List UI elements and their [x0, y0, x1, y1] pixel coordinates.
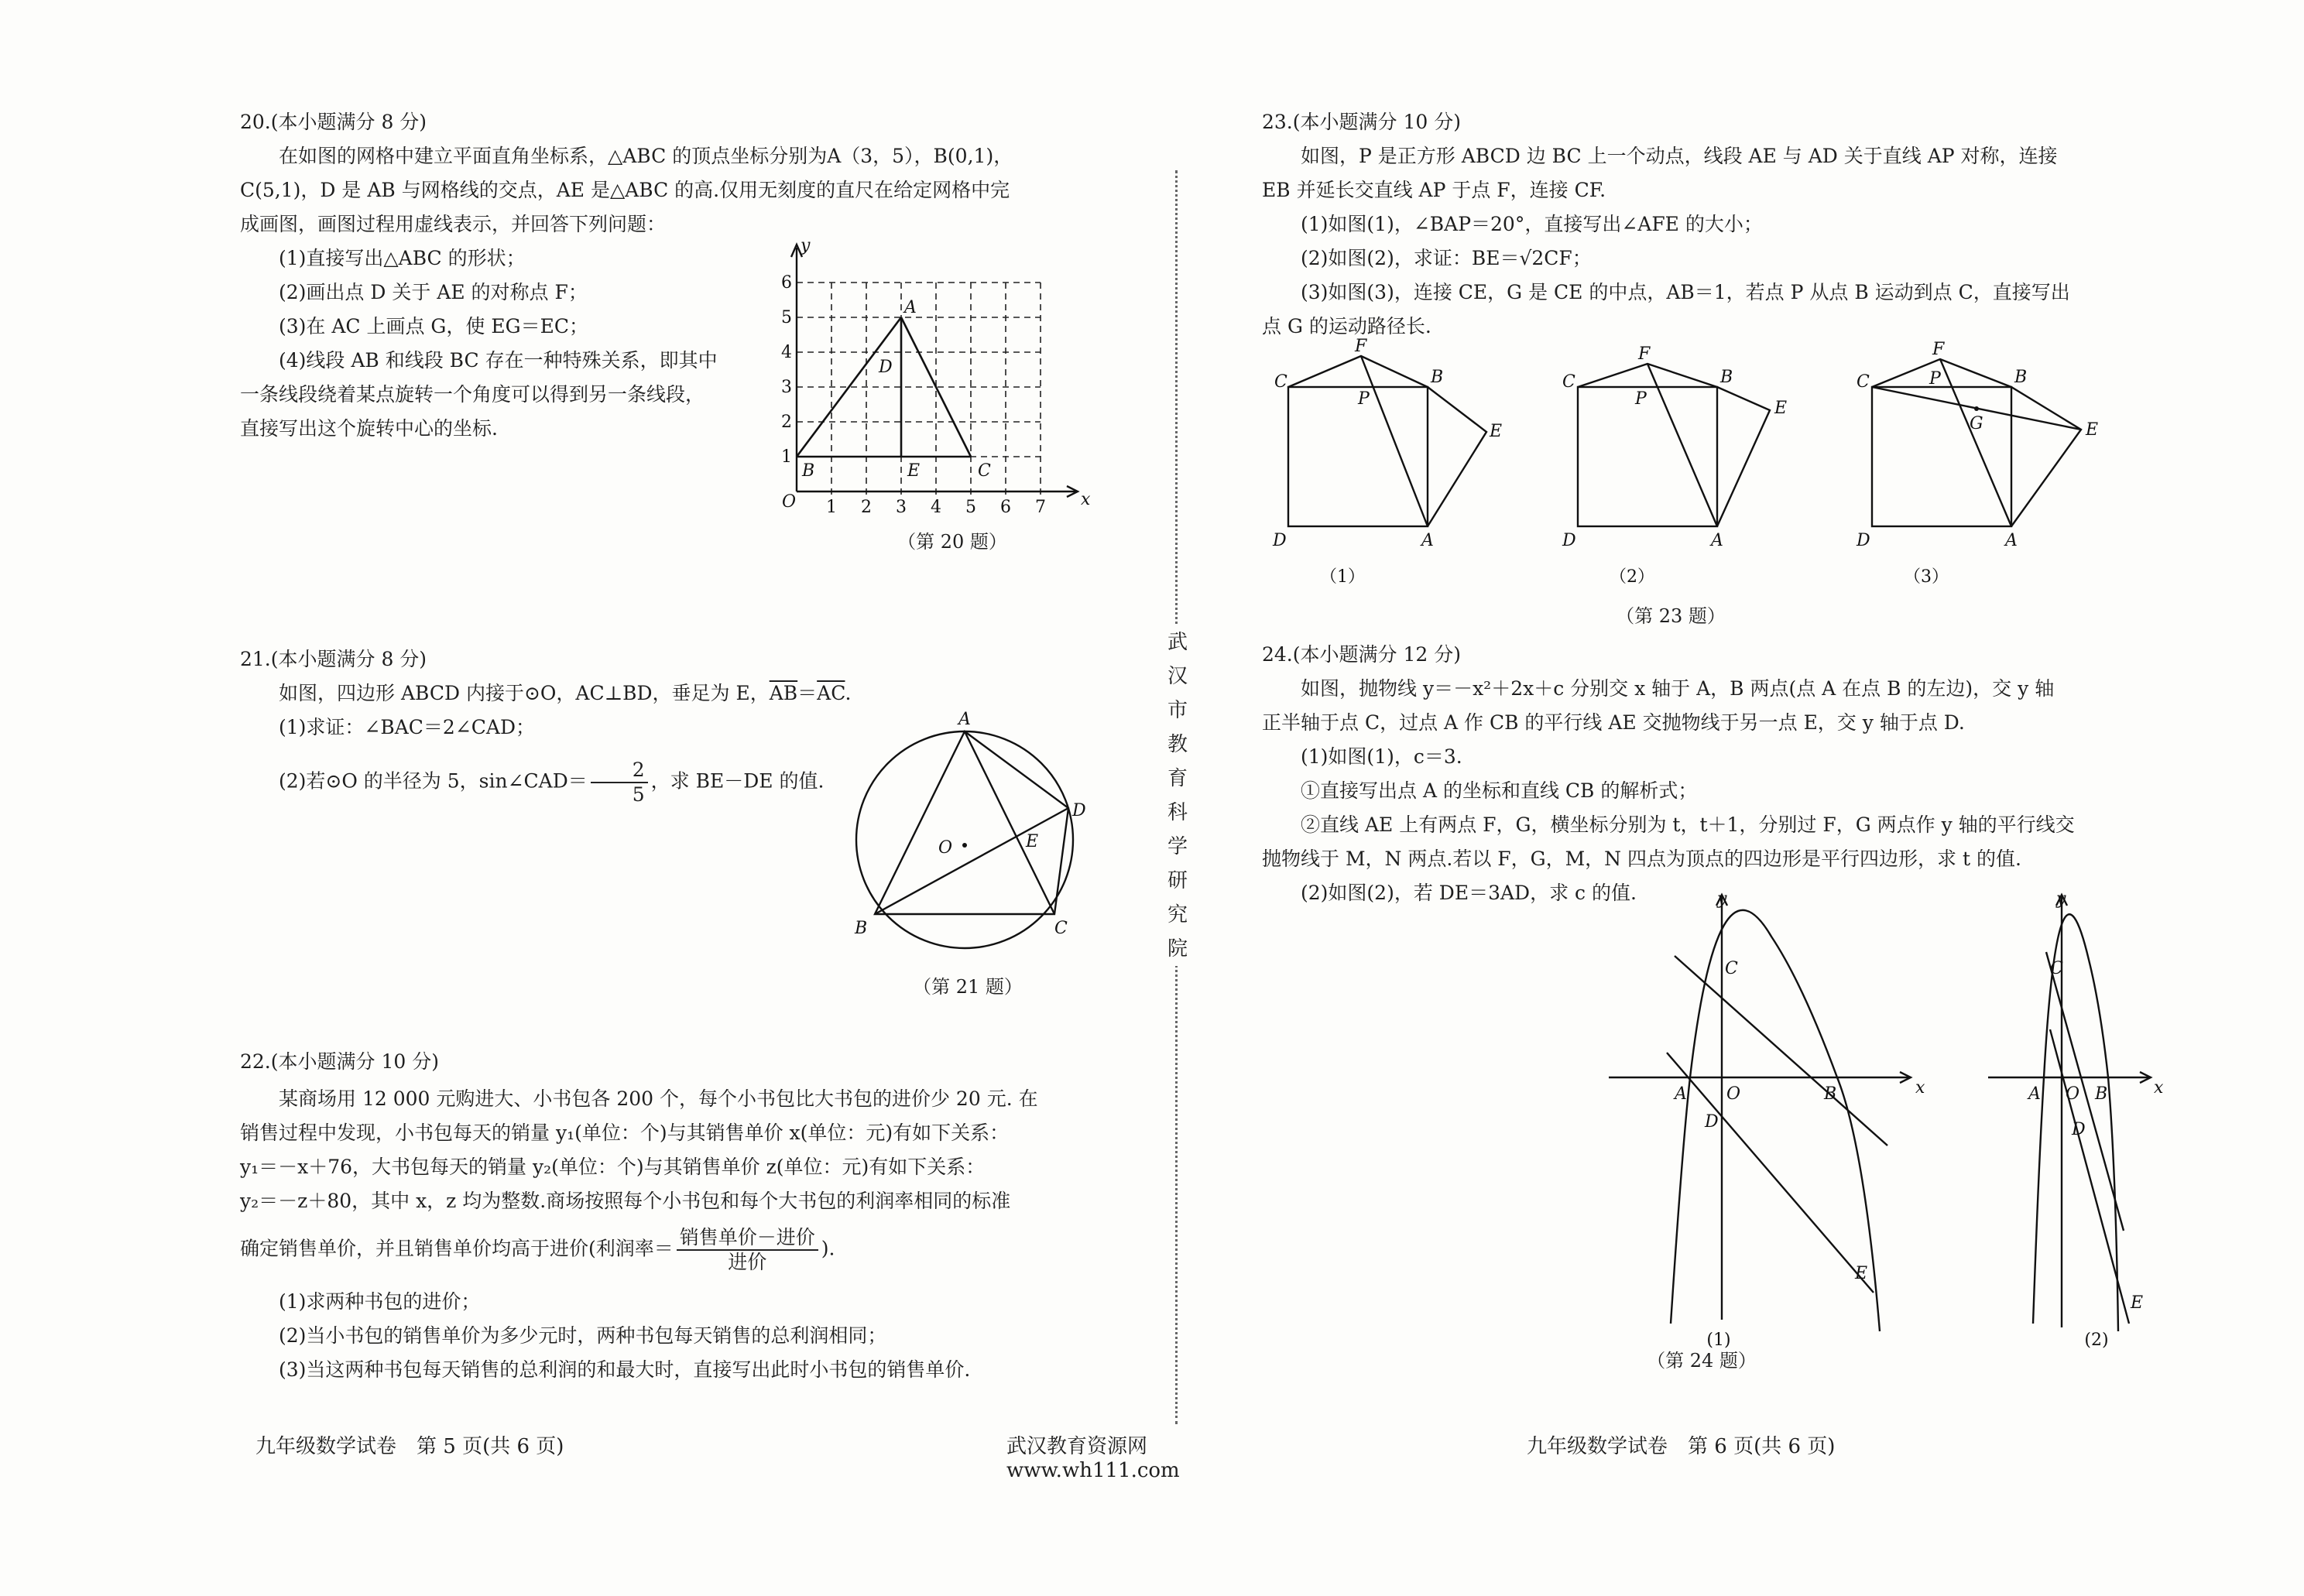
q22-last-a: 确定销售单价，并且销售单价均高于进价(利润率＝ [240, 1237, 674, 1260]
q21-caption: （第 21 题） [913, 976, 1023, 998]
q23-fig1-label-a: A [1421, 531, 1434, 550]
vertical-char: 研 [1167, 869, 1188, 892]
q20-text-line: 成画图，画图过程用虚线表示，并回答下列问题： [240, 213, 667, 235]
q20-x-tick: 3 [896, 498, 907, 517]
q20-origin-label: O [782, 492, 797, 512]
q20-item: (4)线段 AB 和线段 BC 存在一种特殊关系，即其中 [279, 349, 718, 372]
q21-quadrilateral [875, 731, 1068, 914]
q20-x-tick: 4 [931, 498, 941, 517]
q22-frac-den: 进价 [728, 1251, 767, 1273]
q21-point-a: A [958, 710, 971, 729]
q24-item: (1)如图(1)，c＝3. [1301, 745, 1462, 768]
q24-fig2-label-c: C [2050, 959, 2063, 978]
q20-grid-figure [782, 232, 1107, 519]
q20-item: (2)画出点 D 关于 AE 的对称点 F； [279, 281, 588, 303]
q23-fig3 [1872, 359, 2081, 526]
q23-text-line: 如图，P 是正方形 ABCD 边 BC 上一个动点，线段 AE 与 AD 关于直线 AP 对称，连接 [1301, 145, 2058, 167]
q20-text-line: 在如图的网格中建立平面直角坐标系，△ABC 的顶点坐标分别为A（3，5），B(0,1)， [279, 145, 1013, 167]
q21-title: 21.(本小题满分 8 分) [240, 648, 427, 670]
q22-text-line: 某商场用 12 000 元购进大、小书包各 200 个，每个小书包比大书包的进价少 20 元. 在 [279, 1087, 1038, 1110]
q20-y-tick: 1 [781, 447, 792, 467]
q20-y-tick: 4 [781, 343, 792, 362]
q23-item: 点 G 的运动路径长. [1262, 315, 1431, 337]
q21-point-d: D [1072, 801, 1086, 820]
footer-left: 九年级数学试卷 第 5 页(共 6 页) [255, 1435, 564, 1458]
q21-point-c: C [1054, 919, 1068, 938]
q20-y-tick: 6 [781, 273, 792, 293]
q20-point-a: A [904, 298, 917, 317]
q23-fig1-label-d: D [1273, 531, 1287, 550]
q21-frac-den: 5 [632, 783, 645, 806]
q23-fig3-label-g: G [1970, 414, 1983, 433]
q20-x-tick: 1 [826, 498, 837, 517]
q20-y-tick: 3 [781, 378, 792, 397]
q21-item2-a: (2)若⊙O 的半径为 5，sin∠CAD＝ [279, 769, 588, 793]
q23-title: 23.(本小题满分 10 分) [1262, 111, 1461, 133]
vertical-char: 育 [1167, 767, 1188, 790]
q20-item: (1)直接写出△ABC 的形状； [279, 247, 526, 269]
q24-fig1-y-label: y [1717, 889, 1727, 909]
q20-point-c: C [978, 461, 991, 481]
q20-point-d: D [879, 358, 893, 377]
q24-item: ②直线 AE 上有两点 F，G，横坐标分别为 t，t＋1，分别过 F，G 两点作 y 轴的平行线交 [1301, 813, 2075, 836]
q23-item: (3)如图(3)，连接 CE，G 是 CE 的中点，AB＝1，若点 P 从点 B 运动到点 C，直接写出 [1301, 281, 2070, 303]
q23-fig1 [1288, 356, 1486, 526]
q21-arc-ab: $\overline{AB}$ [769, 682, 798, 704]
q24-fig2-label-e: E [2131, 1293, 2144, 1313]
q24-item: ①直接写出点 A 的坐标和直线 CB 的解析式； [1301, 779, 1698, 802]
q24-title: 24.(本小题满分 12 分) [1262, 643, 1461, 666]
q22-text-line: y₂＝－z＋80，其中 x，z 均为整数.商场按照每个小书包和每个大书包的利润率相同的标准 [240, 1190, 1011, 1212]
q23-fig3-label-p: P [1929, 369, 1941, 389]
footer-right: 九年级数学试卷 第 6 页(共 6 页) [1527, 1435, 1836, 1458]
q24-fig2-caption: (2) [2084, 1331, 2109, 1350]
q23-fig3-midpoint-g [1974, 406, 1979, 411]
q22-frac-num: 销售单价－进价 [677, 1226, 818, 1251]
q23-fig1-label-c: C [1274, 372, 1287, 392]
vertical-char: 科 [1167, 801, 1188, 824]
q23-fig3-label-f: F [1932, 340, 1945, 359]
q20-x-label: x [1081, 490, 1091, 509]
q23-fig2-label-f: F [1638, 344, 1651, 364]
vertical-char: 武 [1167, 631, 1188, 654]
q21-text-end: . [845, 682, 852, 704]
q21-fraction [591, 759, 648, 807]
q24-item: 抛物线于 M，N 两点.若以 F，G，M，N 四点为顶点的四边形是平行四边形，求 t 的值. [1262, 848, 2021, 870]
q23-fig2-label-p: P [1635, 389, 1647, 409]
q24-fig2-label-d: D [2072, 1120, 2086, 1139]
q24-fig1-x-label: x [1915, 1078, 1925, 1098]
q23-fig2 [1578, 364, 1770, 526]
q20-x-tick: 2 [861, 498, 872, 517]
q24-fig1-label-c: C [1725, 959, 1738, 978]
q23-fig1-label-b: B [1431, 368, 1444, 387]
q22-text-line: y₁＝－x＋76，大书包每天的销量 y₂(单位：个)与其销售单价 z(单位：元)有如下关系： [240, 1156, 986, 1178]
q24-text-line: 正半轴于点 C，过点 A 作 CB 的平行线 AE 交抛物线于另一点 E，交 y 轴于点 D. [1262, 711, 1965, 734]
q21-circle [856, 731, 1073, 948]
q24-fig2-y-label: y [2056, 889, 2066, 909]
q24-fig1-caption: (1) [1706, 1331, 1731, 1350]
q22-text-line [240, 1226, 1138, 1274]
question-23 [1262, 105, 2268, 344]
q24-item: (2)如图(2)，若 DE＝3AD，求 c 的值. [1301, 882, 1637, 904]
q21-text-a: 如图，四边形 ABCD 内接于⊙O，AC⊥BD，垂足为 E， [279, 682, 770, 704]
q23-fig3-label-a: A [2005, 531, 2018, 550]
q20-x-tick: 5 [965, 498, 976, 517]
right-page [1152, 0, 2304, 1596]
q23-caption: （第 23 题） [1616, 605, 1726, 627]
q21-point-b: B [855, 919, 868, 938]
q24-fig1-label-e: E [1855, 1264, 1868, 1283]
q23-fig3-label-e: E [2086, 420, 2099, 440]
vertical-char: 院 [1167, 937, 1188, 961]
q21-circle-figure [836, 704, 1099, 952]
vertical-char: 究 [1167, 903, 1188, 926]
q21-eq: ＝ [797, 682, 818, 704]
q21-frac-num: 2 [591, 759, 648, 783]
vertical-char: 学 [1167, 835, 1188, 858]
vertical-char: 汉 [1167, 665, 1188, 688]
q22-fraction [677, 1226, 818, 1274]
q21-item2-b: ，求 BE－DE 的值. [650, 769, 825, 793]
q21-diagonal-bd [875, 808, 1068, 914]
q20-text-line: C(5,1)，D 是 AB 与网格线的交点，AE 是△ABC 的高.仅用无刻度的直尺在给定网格中完 [240, 179, 1010, 201]
q23-fig2-label-a: A [1711, 531, 1723, 550]
q23-fig1-label-p: P [1358, 389, 1370, 409]
q20-x-tick: 6 [1000, 498, 1011, 517]
q23-fig2-label-d: D [1562, 531, 1576, 550]
q20-item: 一条线段绕着某点旋转一个角度可以得到另一条线段， [240, 383, 705, 406]
q21-point-e: E [1026, 832, 1039, 851]
q21-arc-ac: $\overline{AC}$ [817, 682, 845, 704]
q21-center-dot [962, 843, 967, 848]
q24-text-line: 如图，抛物线 y＝－x²＋2x＋c 分别交 x 轴于 A，B 两点(点 A 在点 B 的左边)，交 y 轴 [1301, 677, 2055, 700]
q23-fig3-label-c: C [1857, 372, 1870, 392]
q20-y-tick: 2 [781, 413, 792, 432]
q20-title: 20.(本小题满分 8 分) [240, 111, 427, 133]
question-22 [240, 1045, 1138, 1387]
q22-item: (1)求两种书包的进价； [279, 1290, 481, 1313]
q24-fig1-label-a: A [1675, 1084, 1687, 1104]
q20-item: 直接写出这个旋转中心的坐标. [240, 417, 498, 440]
q23-fig2-label-e: E [1774, 399, 1788, 418]
q23-fig1-caption: （1） [1320, 567, 1365, 587]
q23-fig1-label-f: F [1355, 337, 1367, 356]
q23-fig2-label-c: C [1562, 372, 1575, 392]
q22-text-line: 销售过程中发现，小书包每天的销量 y₁(单位：个)与其销售单价 x(单位：元)有如下关系： [240, 1122, 1010, 1144]
q22-item: (2)当小书包的销售单价为多少元时，两种书包每天销售的总利润相同； [279, 1324, 887, 1347]
q23-item: (2)如图(2)，求证：BE＝√2CF； [1301, 247, 1592, 269]
vertical-char: 市 [1167, 699, 1188, 722]
q20-x-tick: 7 [1035, 498, 1046, 517]
q20-caption: （第 20 题） [897, 531, 1007, 553]
q23-fig3-caption: （3） [1904, 567, 1949, 587]
q24-caption: （第 24 题） [1647, 1350, 1757, 1372]
q24-fig2-x-label: x [2154, 1078, 2164, 1098]
q24-fig2 [1988, 895, 2151, 1331]
q20-item: (3)在 AC 上画点 G，使 EG＝EC； [279, 315, 588, 337]
q20-y-tick: 5 [781, 308, 792, 327]
footer-center: 武汉教育资源网 www.wh111.com [1006, 1435, 1180, 1482]
q20-point-e: E [907, 461, 921, 481]
q24-fig2-label-a: A [2028, 1084, 2041, 1104]
q23-text-line: EB 并延长交直线 AP 于点 F，连接 CF. [1262, 179, 1606, 201]
q23-figures [1268, 333, 2267, 587]
vertical-char: 教 [1167, 733, 1188, 756]
q23-fig2-label-b: B [1720, 368, 1733, 387]
question-24 [1262, 638, 2268, 910]
q22-item: (3)当这两种书包每天销售的总利润的和最大时，直接写出此时小书包的销售单价. [279, 1358, 971, 1381]
q22-last-b: ). [821, 1237, 835, 1260]
q23-fig1-label-e: E [1490, 422, 1503, 441]
q23-item: (1)如图(1)，∠BAP＝20°，直接写出∠AFE 的大小； [1301, 213, 1763, 235]
q24-fig1-label-b: B [1824, 1084, 1837, 1104]
q20-point-b: B [802, 461, 815, 481]
q23-fig3-label-b: B [2014, 368, 2028, 387]
q22-title: 22.(本小题满分 10 分) [240, 1050, 439, 1073]
q24-fig2-label-o: O [2066, 1084, 2080, 1104]
q20-y-label: y [801, 236, 811, 255]
q21-point-o: O [938, 838, 953, 858]
q23-fig2-caption: （2） [1610, 567, 1654, 587]
q23-fig3-label-d: D [1857, 531, 1870, 550]
q24-fig2-label-b: B [2095, 1084, 2108, 1104]
q24-fig1-label-o: O [1726, 1084, 1741, 1104]
q24-fig1-label-d: D [1705, 1112, 1719, 1132]
q21-item: (1)求证：∠BAC＝2∠CAD； [279, 716, 535, 738]
